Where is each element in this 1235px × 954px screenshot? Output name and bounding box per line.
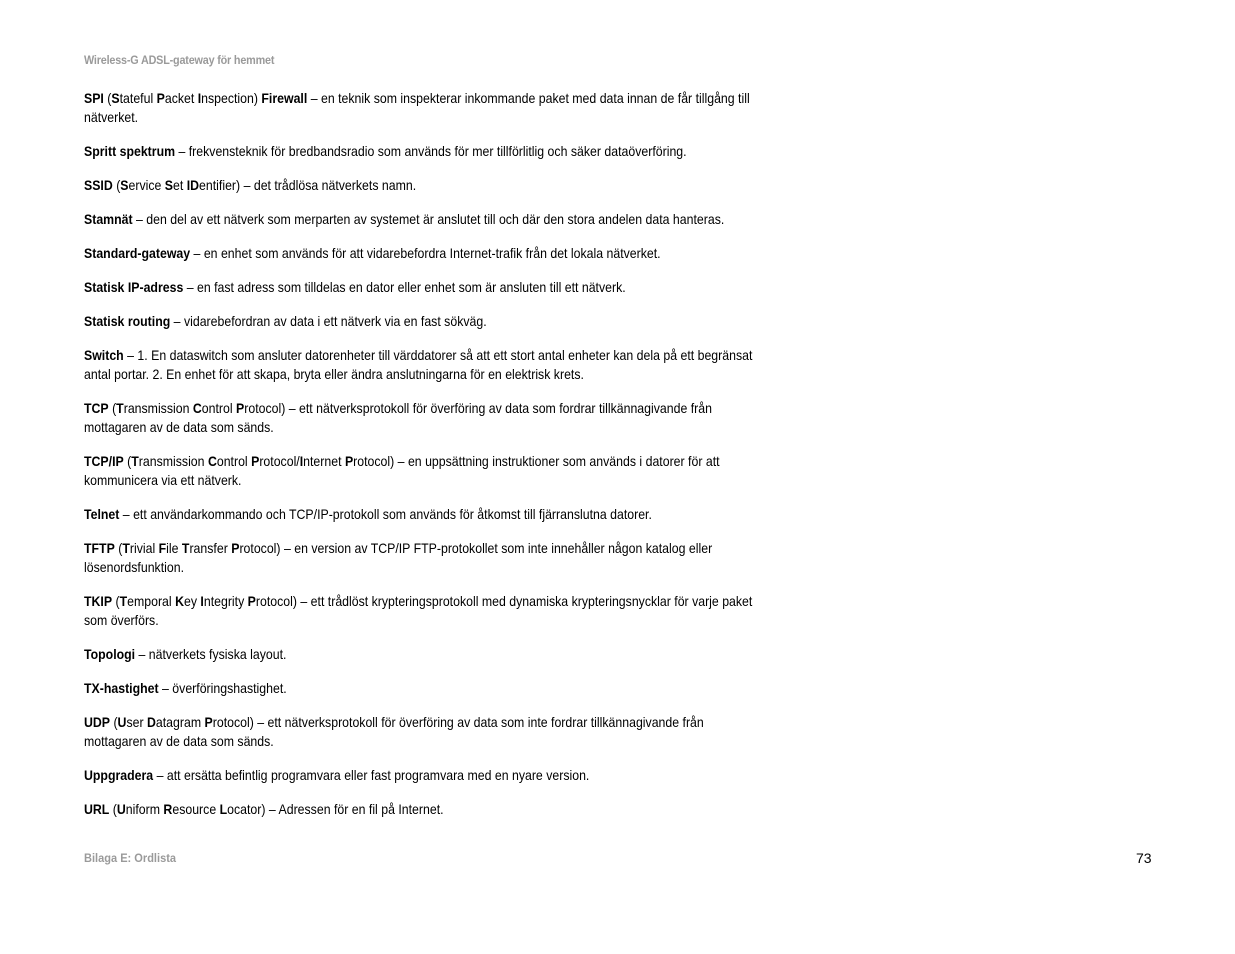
glossary-term-part: U bbox=[117, 714, 127, 730]
glossary-term-part: P bbox=[247, 593, 256, 609]
glossary-entry bbox=[84, 592, 753, 630]
glossary-text: – frekvensteknik för bredbandsradio som används för mer tillförlitlig och säker dataöverföring. bbox=[175, 143, 687, 159]
glossary-term-part: ID bbox=[186, 177, 200, 193]
glossary-term-part: T bbox=[119, 593, 128, 609]
glossary-text: – en fast adress som tilldelas en dator eller enhet som är ansluten till ett nätverk. bbox=[183, 279, 626, 295]
glossary-term-part: T bbox=[116, 400, 124, 416]
glossary-term-part: Switch bbox=[84, 347, 124, 363]
glossary-term-part: TFTP bbox=[84, 540, 115, 556]
glossary-entry bbox=[84, 244, 753, 263]
glossary-term-part: S bbox=[111, 90, 120, 106]
glossary-term-part: SSID bbox=[84, 177, 113, 193]
glossary-entry bbox=[84, 713, 753, 751]
glossary-text: rivial bbox=[129, 540, 159, 556]
glossary-term-part: I bbox=[299, 453, 304, 469]
glossary-term-part: SPI bbox=[84, 90, 104, 106]
glossary-term-part: T bbox=[131, 453, 139, 469]
glossary-entry bbox=[84, 176, 753, 195]
glossary-term-part: R bbox=[163, 801, 173, 817]
glossary-term-part: Firewall bbox=[261, 90, 308, 106]
glossary-entry bbox=[84, 645, 753, 664]
glossary-text: ( bbox=[112, 593, 120, 609]
glossary-entry bbox=[84, 452, 753, 490]
running-footer-section: Bilaga E: Ordlista bbox=[84, 851, 177, 865]
glossary-term-part: URL bbox=[84, 801, 110, 817]
glossary-term-part: U bbox=[116, 801, 126, 817]
glossary-text: – att ersätta befintlig programvara eller fast programvara med en nyare version. bbox=[153, 767, 590, 783]
glossary-term-part: TCP bbox=[84, 400, 109, 416]
glossary-list bbox=[84, 89, 753, 834]
glossary-term-part: TKIP bbox=[84, 593, 113, 609]
glossary-text: emporal bbox=[127, 593, 176, 609]
glossary-text: tateful bbox=[119, 90, 157, 106]
page-number: 73 bbox=[1136, 850, 1152, 866]
glossary-entry bbox=[84, 505, 753, 524]
glossary-text: ile bbox=[166, 540, 182, 556]
glossary-text: ( bbox=[103, 90, 112, 106]
glossary-text: ocator) – Adressen för en fil på Internet. bbox=[227, 801, 444, 817]
glossary-text: ontrol bbox=[201, 400, 237, 416]
glossary-text: ser bbox=[126, 714, 148, 730]
glossary-term-part: UDP bbox=[84, 714, 111, 730]
glossary-term-part: P bbox=[251, 453, 260, 469]
glossary-text: rotocol) – ett nätverksprotokoll för överföring av data som fordrar tillkännagivande från mottagaren av de data som sänds. bbox=[84, 400, 712, 435]
glossary-term-part: P bbox=[156, 90, 165, 106]
glossary-text: ( bbox=[110, 714, 118, 730]
glossary-text: rotocol/ bbox=[259, 453, 300, 469]
glossary-text: atagram bbox=[155, 714, 205, 730]
glossary-term-part: TCP/IP bbox=[84, 453, 124, 469]
glossary-text: ( bbox=[123, 453, 132, 469]
glossary-entry bbox=[84, 346, 753, 384]
glossary-text: entifier) – det trådlösa nätverkets namn. bbox=[199, 177, 417, 193]
glossary-term-part: Uppgradera bbox=[84, 767, 154, 783]
glossary-text: ( bbox=[114, 540, 123, 556]
glossary-term-part: F bbox=[158, 540, 167, 556]
glossary-text: nternet bbox=[303, 453, 345, 469]
glossary-text: nspection) bbox=[201, 90, 262, 106]
glossary-text: rotocol) – ett nätverksprotokoll för överföring av data som inte fordrar tillkännagivande från mottagaren av de data som sänds. bbox=[84, 714, 704, 749]
glossary-text: ransmission bbox=[138, 453, 208, 469]
glossary-text: – vidarebefordran av data i ett nätverk via en fast sökväg. bbox=[170, 313, 487, 329]
glossary-term-part: L bbox=[219, 801, 228, 817]
glossary-term-part: Standard-gateway bbox=[84, 245, 191, 261]
glossary-text: ( bbox=[109, 801, 117, 817]
glossary-text: ( bbox=[108, 400, 117, 416]
glossary-entry bbox=[84, 142, 753, 161]
glossary-term-part: C bbox=[207, 453, 217, 469]
glossary-text: esource bbox=[172, 801, 220, 817]
glossary-entry bbox=[84, 679, 753, 698]
glossary-text: – 1. En dataswitch som ansluter datorenheter till värddatorer så att ett stort antal enheter kan dela på ett begränsat antal portar. 2. En enhet för att skapa, bryta eller ändra anslutningarna för en elektrisk krets. bbox=[84, 347, 753, 382]
glossary-entry bbox=[84, 539, 753, 577]
glossary-term-part: T bbox=[122, 540, 130, 556]
glossary-text: – den del av ett nätverk som merparten av systemet är anslutet till och där den stora andelen data hanteras. bbox=[132, 211, 725, 227]
glossary-term-part: P bbox=[344, 453, 354, 469]
glossary-term-part: S bbox=[120, 177, 129, 193]
glossary-term-part: TX-hastighet bbox=[84, 680, 159, 696]
glossary-text: rotocol) – en uppsättning instruktioner som används i datorer för att kommunicera via ett nätverk. bbox=[84, 453, 720, 488]
glossary-text: ervice bbox=[128, 177, 165, 193]
glossary-entry bbox=[84, 312, 753, 331]
glossary-text: ontrol bbox=[216, 453, 252, 469]
glossary-entry bbox=[84, 766, 753, 785]
glossary-text: acket bbox=[164, 90, 198, 106]
glossary-entry bbox=[84, 89, 753, 127]
glossary-term-part: D bbox=[147, 714, 156, 730]
glossary-text: – en enhet som används för att vidarebefordra Internet-trafik från det lokala nätverket. bbox=[190, 245, 661, 261]
glossary-text: ( bbox=[112, 177, 121, 193]
glossary-text: rotocol) – ett trådlöst krypteringsprotokoll med dynamiska krypteringsnycklar för varje paket som överförs. bbox=[84, 593, 753, 628]
glossary-text: niform bbox=[125, 801, 164, 817]
glossary-text: ransmission bbox=[123, 400, 193, 416]
glossary-text: ey bbox=[183, 593, 201, 609]
glossary-text: – ett användarkommando och TCP/IP-protokoll som används för åtkomst till fjärranslutna datorer. bbox=[119, 506, 652, 522]
glossary-term-part: S bbox=[164, 177, 174, 193]
glossary-term-part: Spritt spektrum bbox=[84, 143, 176, 159]
glossary-term-part: I bbox=[200, 593, 204, 609]
glossary-term-part: P bbox=[236, 400, 245, 416]
glossary-text: – nätverkets fysiska layout. bbox=[135, 646, 287, 662]
glossary-term-part: Statisk routing bbox=[84, 313, 171, 329]
glossary-term-part: Statisk IP-adress bbox=[84, 279, 184, 295]
glossary-text: rotocol) – en version av TCP/IP FTP-protokollet som inte innehåller någon katalog eller lösenordsfunktion. bbox=[84, 540, 713, 575]
glossary-entry bbox=[84, 210, 753, 229]
glossary-term-part: P bbox=[231, 540, 240, 556]
glossary-text: – överföringshastighet. bbox=[158, 680, 287, 696]
glossary-entry bbox=[84, 278, 753, 297]
glossary-term-part: P bbox=[204, 714, 213, 730]
glossary-term-part: T bbox=[181, 540, 190, 556]
glossary-term-part: Telnet bbox=[84, 506, 120, 522]
glossary-term-part: I bbox=[197, 90, 202, 106]
glossary-term-part: Stamnät bbox=[84, 211, 133, 227]
glossary-term-part: C bbox=[192, 400, 202, 416]
glossary-text: ntegrity bbox=[203, 593, 248, 609]
glossary-text: et bbox=[173, 177, 187, 193]
running-header: Wireless-G ADSL-gateway för hemmet bbox=[84, 53, 275, 67]
glossary-text: ransfer bbox=[189, 540, 232, 556]
glossary-term-part: K bbox=[175, 593, 184, 609]
glossary-term-part: Topologi bbox=[84, 646, 136, 662]
glossary-text: – en teknik som inspekterar inkommande paket med data innan de får tillgång till nätverket. bbox=[84, 90, 750, 125]
glossary-entry bbox=[84, 800, 753, 819]
glossary-entry bbox=[84, 399, 753, 437]
